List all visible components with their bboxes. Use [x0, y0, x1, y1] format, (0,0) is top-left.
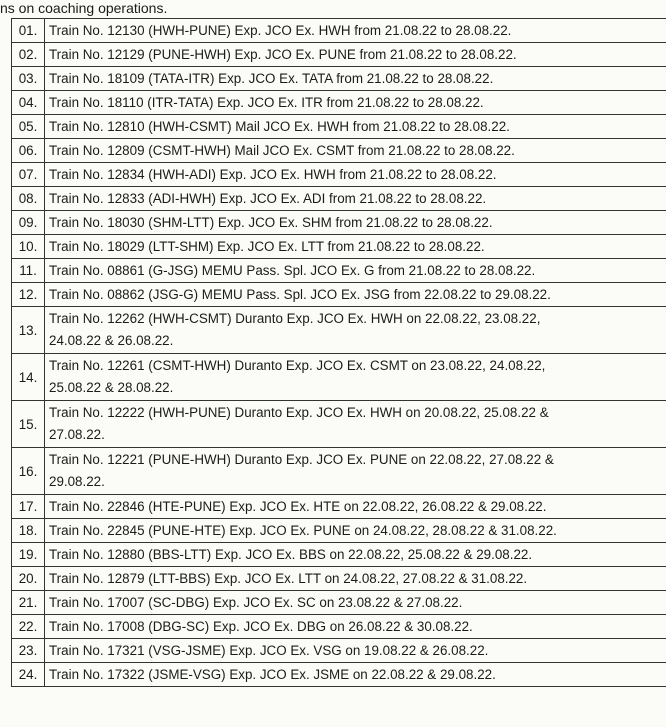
train-description [45, 307, 666, 354]
row-number: 01. [12, 19, 45, 43]
table-row [12, 401, 666, 448]
table-row [12, 519, 666, 543]
table-row [12, 187, 666, 211]
table-row [12, 639, 666, 663]
table-row [12, 235, 666, 259]
table-row [12, 591, 666, 615]
train-description: Train No. 12879 (LTT-BBS) Exp. JCO Ex. LTT on 24.08.22, 27.08.22 & 31.08.22. [45, 567, 666, 591]
description-line: Train No. 12262 (HWH-CSMT) Duranto Exp. JCO Ex. HWH on 22.08.22, 23.08.22, [49, 311, 541, 326]
description-line: Train No. 12221 (PUNE-HWH) Duranto Exp. JCO Ex. PUNE on 22.08.22, 27.08.22 & [49, 452, 554, 467]
train-description: Train No. 08861 (G-JSG) MEMU Pass. Spl. JCO Ex. G from 21.08.22 to 28.08.22. [45, 259, 666, 283]
train-description: Train No. 18030 (SHM-LTT) Exp. JCO Ex. SHM from 21.08.22 to 28.08.22. [45, 211, 666, 235]
row-number: 20. [12, 567, 45, 591]
row-number: 12. [12, 283, 45, 307]
row-number: 10. [12, 235, 45, 259]
table-row [12, 283, 666, 307]
table-row [12, 663, 666, 687]
table-row [12, 19, 666, 43]
description-line: 25.08.22 & 28.08.22. [49, 380, 174, 395]
train-description: Train No. 12880 (BBS-LTT) Exp. JCO Ex. BBS on 22.08.22, 25.08.22 & 29.08.22. [45, 543, 666, 567]
train-description: Train No. 17322 (JSME-VSG) Exp. JCO Ex. JSME on 22.08.22 & 29.08.22. [45, 663, 666, 687]
row-number: 16. [12, 448, 45, 495]
train-description [45, 354, 666, 401]
row-number: 23. [12, 639, 45, 663]
table-row [12, 67, 666, 91]
train-description: Train No. 12129 (PUNE-HWH) Exp. JCO Ex. PUNE from 21.08.22 to 28.08.22. [45, 43, 666, 67]
table-row [12, 448, 666, 495]
table-row [12, 615, 666, 639]
section-heading: ns on coaching operations. [0, 0, 168, 16]
row-number: 02. [12, 43, 45, 67]
table-row [12, 139, 666, 163]
train-description: Train No. 22846 (HTE-PUNE) Exp. JCO Ex. HTE on 22.08.22, 26.08.22 & 29.08.22. [45, 495, 666, 519]
row-number: 04. [12, 91, 45, 115]
description-line: 27.08.22. [49, 427, 105, 442]
description-line: 24.08.22 & 26.08.22. [49, 333, 174, 348]
table-row [12, 495, 666, 519]
table-row [12, 259, 666, 283]
row-number: 09. [12, 211, 45, 235]
train-description: Train No. 12810 (HWH-CSMT) Mail JCO Ex. HWH from 21.08.22 to 28.08.22. [45, 115, 666, 139]
train-description: Train No. 18109 (TATA-ITR) Exp. JCO Ex. TATA from 21.08.22 to 28.08.22. [45, 67, 666, 91]
row-number: 03. [12, 67, 45, 91]
train-description: Train No. 22845 (PUNE-HTE) Exp. JCO Ex. PUNE on 24.08.22, 28.08.22 & 31.08.22. [45, 519, 666, 543]
row-number: 06. [12, 139, 45, 163]
table-row [12, 115, 666, 139]
table-row [12, 91, 666, 115]
row-number: 18. [12, 519, 45, 543]
table-row [12, 43, 666, 67]
row-number: 08. [12, 187, 45, 211]
row-number: 05. [12, 115, 45, 139]
row-number: 24. [12, 663, 45, 687]
row-number: 17. [12, 495, 45, 519]
train-description: Train No. 12130 (HWH-PUNE) Exp. JCO Ex. HWH from 21.08.22 to 28.08.22. [45, 19, 666, 43]
train-description: Train No. 18110 (ITR-TATA) Exp. JCO Ex. ITR from 21.08.22 to 28.08.22. [45, 91, 666, 115]
description-line: Train No. 12261 (CSMT-HWH) Duranto Exp. JCO Ex. CSMT on 23.08.22, 24.08.22, [49, 358, 546, 373]
train-description: Train No. 17321 (VSG-JSME) Exp. JCO Ex. VSG on 19.08.22 & 26.08.22. [45, 639, 666, 663]
train-description [45, 448, 666, 495]
train-cancellation-table [11, 18, 666, 687]
description-line: 29.08.22. [49, 474, 105, 489]
row-number: 19. [12, 543, 45, 567]
table-row [12, 163, 666, 187]
table-row [12, 307, 666, 354]
table-row [12, 354, 666, 401]
row-number: 07. [12, 163, 45, 187]
row-number: 14. [12, 354, 45, 401]
row-number: 15. [12, 401, 45, 448]
description-line: Train No. 12222 (HWH-PUNE) Duranto Exp. JCO Ex. HWH on 20.08.22, 25.08.22 & [49, 405, 549, 420]
row-number: 13. [12, 307, 45, 354]
row-number: 11. [12, 259, 45, 283]
train-description: Train No. 12809 (CSMT-HWH) Mail JCO Ex. CSMT from 21.08.22 to 28.08.22. [45, 139, 666, 163]
train-description: Train No. 18029 (LTT-SHM) Exp. JCO Ex. LTT from 21.08.22 to 28.08.22. [45, 235, 666, 259]
table-row [12, 567, 666, 591]
train-description: Train No. 12833 (ADI-HWH) Exp. JCO Ex. ADI from 21.08.22 to 28.08.22. [45, 187, 666, 211]
train-description [45, 401, 666, 448]
table-row [12, 211, 666, 235]
table-row [12, 543, 666, 567]
train-description: Train No. 12834 (HWH-ADI) Exp. JCO Ex. HWH from 21.08.22 to 28.08.22. [45, 163, 666, 187]
train-description: Train No. 17007 (SC-DBG) Exp. JCO Ex. SC on 23.08.22 & 27.08.22. [45, 591, 666, 615]
row-number: 21. [12, 591, 45, 615]
row-number: 22. [12, 615, 45, 639]
train-description: Train No. 08862 (JSG-G) MEMU Pass. Spl. JCO Ex. JSG from 22.08.22 to 29.08.22. [45, 283, 666, 307]
train-description: Train No. 17008 (DBG-SC) Exp. JCO Ex. DBG on 26.08.22 & 30.08.22. [45, 615, 666, 639]
